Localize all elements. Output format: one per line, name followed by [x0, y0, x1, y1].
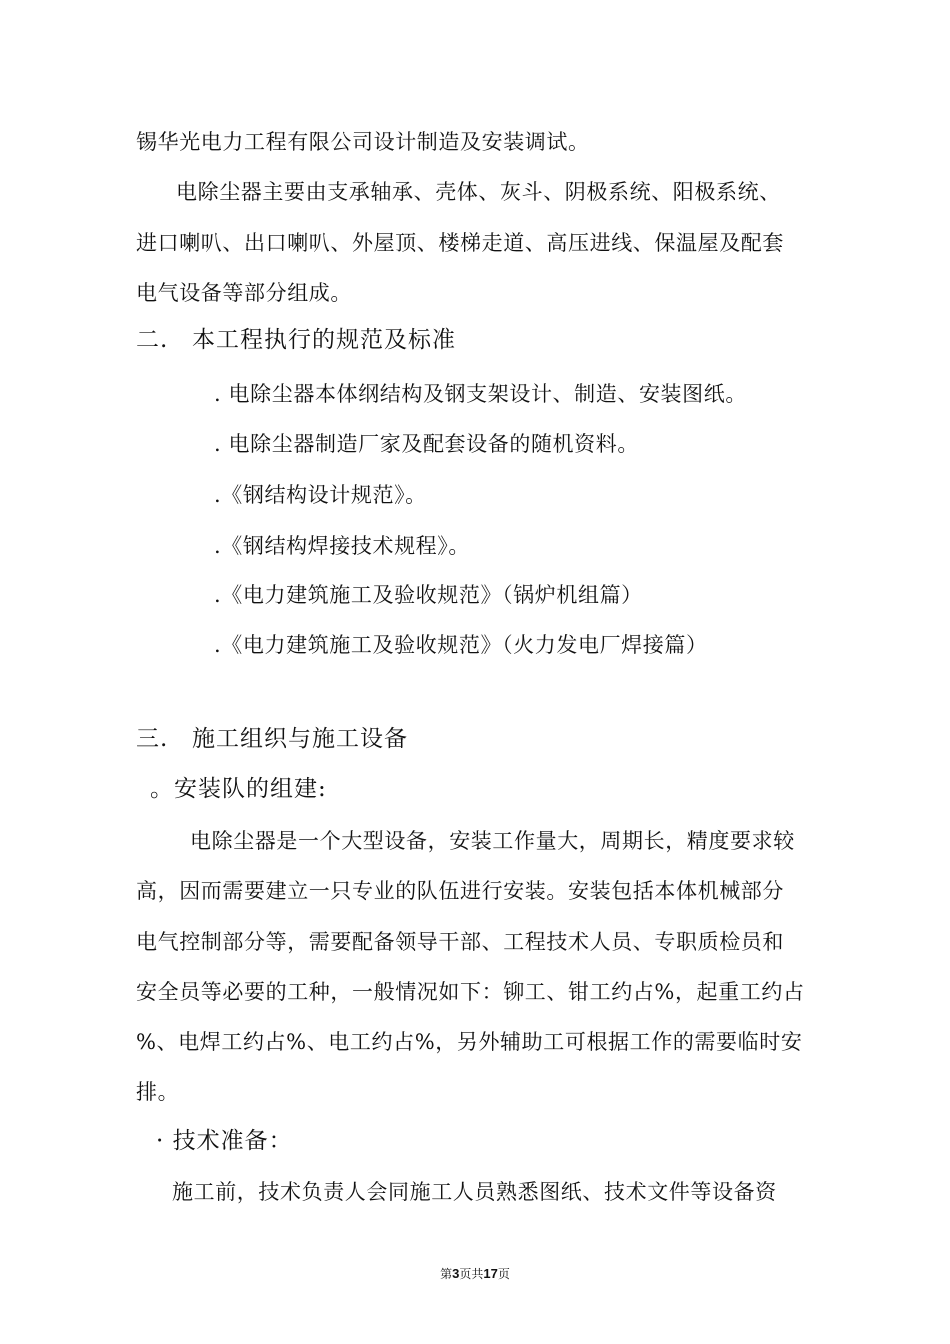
team-line-3: 电气控制部分等，需要配备领导干部、工程技术人员、专职质检员和 — [136, 930, 784, 954]
subsection-heading-team: 。安装队的组建: — [150, 776, 327, 802]
body-line-4: 电气设备等部分组成。 — [136, 281, 352, 305]
team-line-6: 排。 — [136, 1080, 180, 1104]
footer-middle: 页共 — [459, 1267, 484, 1281]
standard-item-2: . 电除尘器制造厂家及配套设备的随机资料。 — [214, 432, 639, 456]
standard-item-3: .《钢结构设计规范》。 — [214, 483, 427, 507]
team-line-5: %、电焊工约占%、电工约占%，另外辅助工可根据工作的需要临时安 — [136, 1030, 803, 1054]
footer-total-pages: 17 — [483, 1266, 498, 1281]
standard-item-5: .《电力建筑施工及验收规范》（锅炉机组篇） — [214, 583, 643, 607]
section-number: 三. — [136, 726, 169, 752]
body-line-1: 锡华光电力工程有限公司设计制造及安装调试。 — [136, 130, 590, 154]
footer-suffix: 页 — [497, 1267, 510, 1281]
section-number: 二. — [136, 327, 169, 353]
page-footer — [0, 1266, 950, 1282]
section-heading-2 — [136, 326, 456, 354]
standard-item-4: .《钢结构焊接技术规程》。 — [214, 534, 470, 558]
footer-prefix: 第 — [440, 1267, 453, 1281]
section-title: 本工程执行的规范及标准 — [192, 327, 456, 353]
standard-item-6: .《电力建筑施工及验收规范》（火力发电厂焊接篇） — [214, 633, 708, 657]
section-heading-3 — [136, 725, 408, 753]
footer-page-number: 3 — [452, 1266, 460, 1281]
body-line-2: 电除尘器主要由支承轴承、壳体、灰斗、阴极系统、阳极系统、 — [176, 180, 781, 204]
team-line-1: 电除尘器是一个大型设备，安装工作量大，周期长，精度要求较 — [190, 829, 795, 853]
body-line-3: 进口喇叭、出口喇叭、外屋顶、楼梯走道、高压进线、保温屋及配套 — [136, 231, 784, 255]
section-title: 施工组织与施工设备 — [192, 726, 408, 752]
team-line-4: 安全员等必要的工种，一般情况如下：铆工、钳工约占%，起重工约占 — [136, 980, 805, 1004]
tech-line-1: 施工前，技术负责人会同施工人员熟悉图纸、技术文件等设备资 — [172, 1180, 777, 1204]
team-line-2: 高，因而需要建立一只专业的队伍进行安装。安装包括本体机械部分 — [136, 879, 784, 903]
standard-item-1: . 电除尘器本体纲结构及钢支架设计、制造、安装图纸。 — [214, 382, 747, 406]
subsection-heading-tech: · 技术准备： — [156, 1128, 293, 1154]
